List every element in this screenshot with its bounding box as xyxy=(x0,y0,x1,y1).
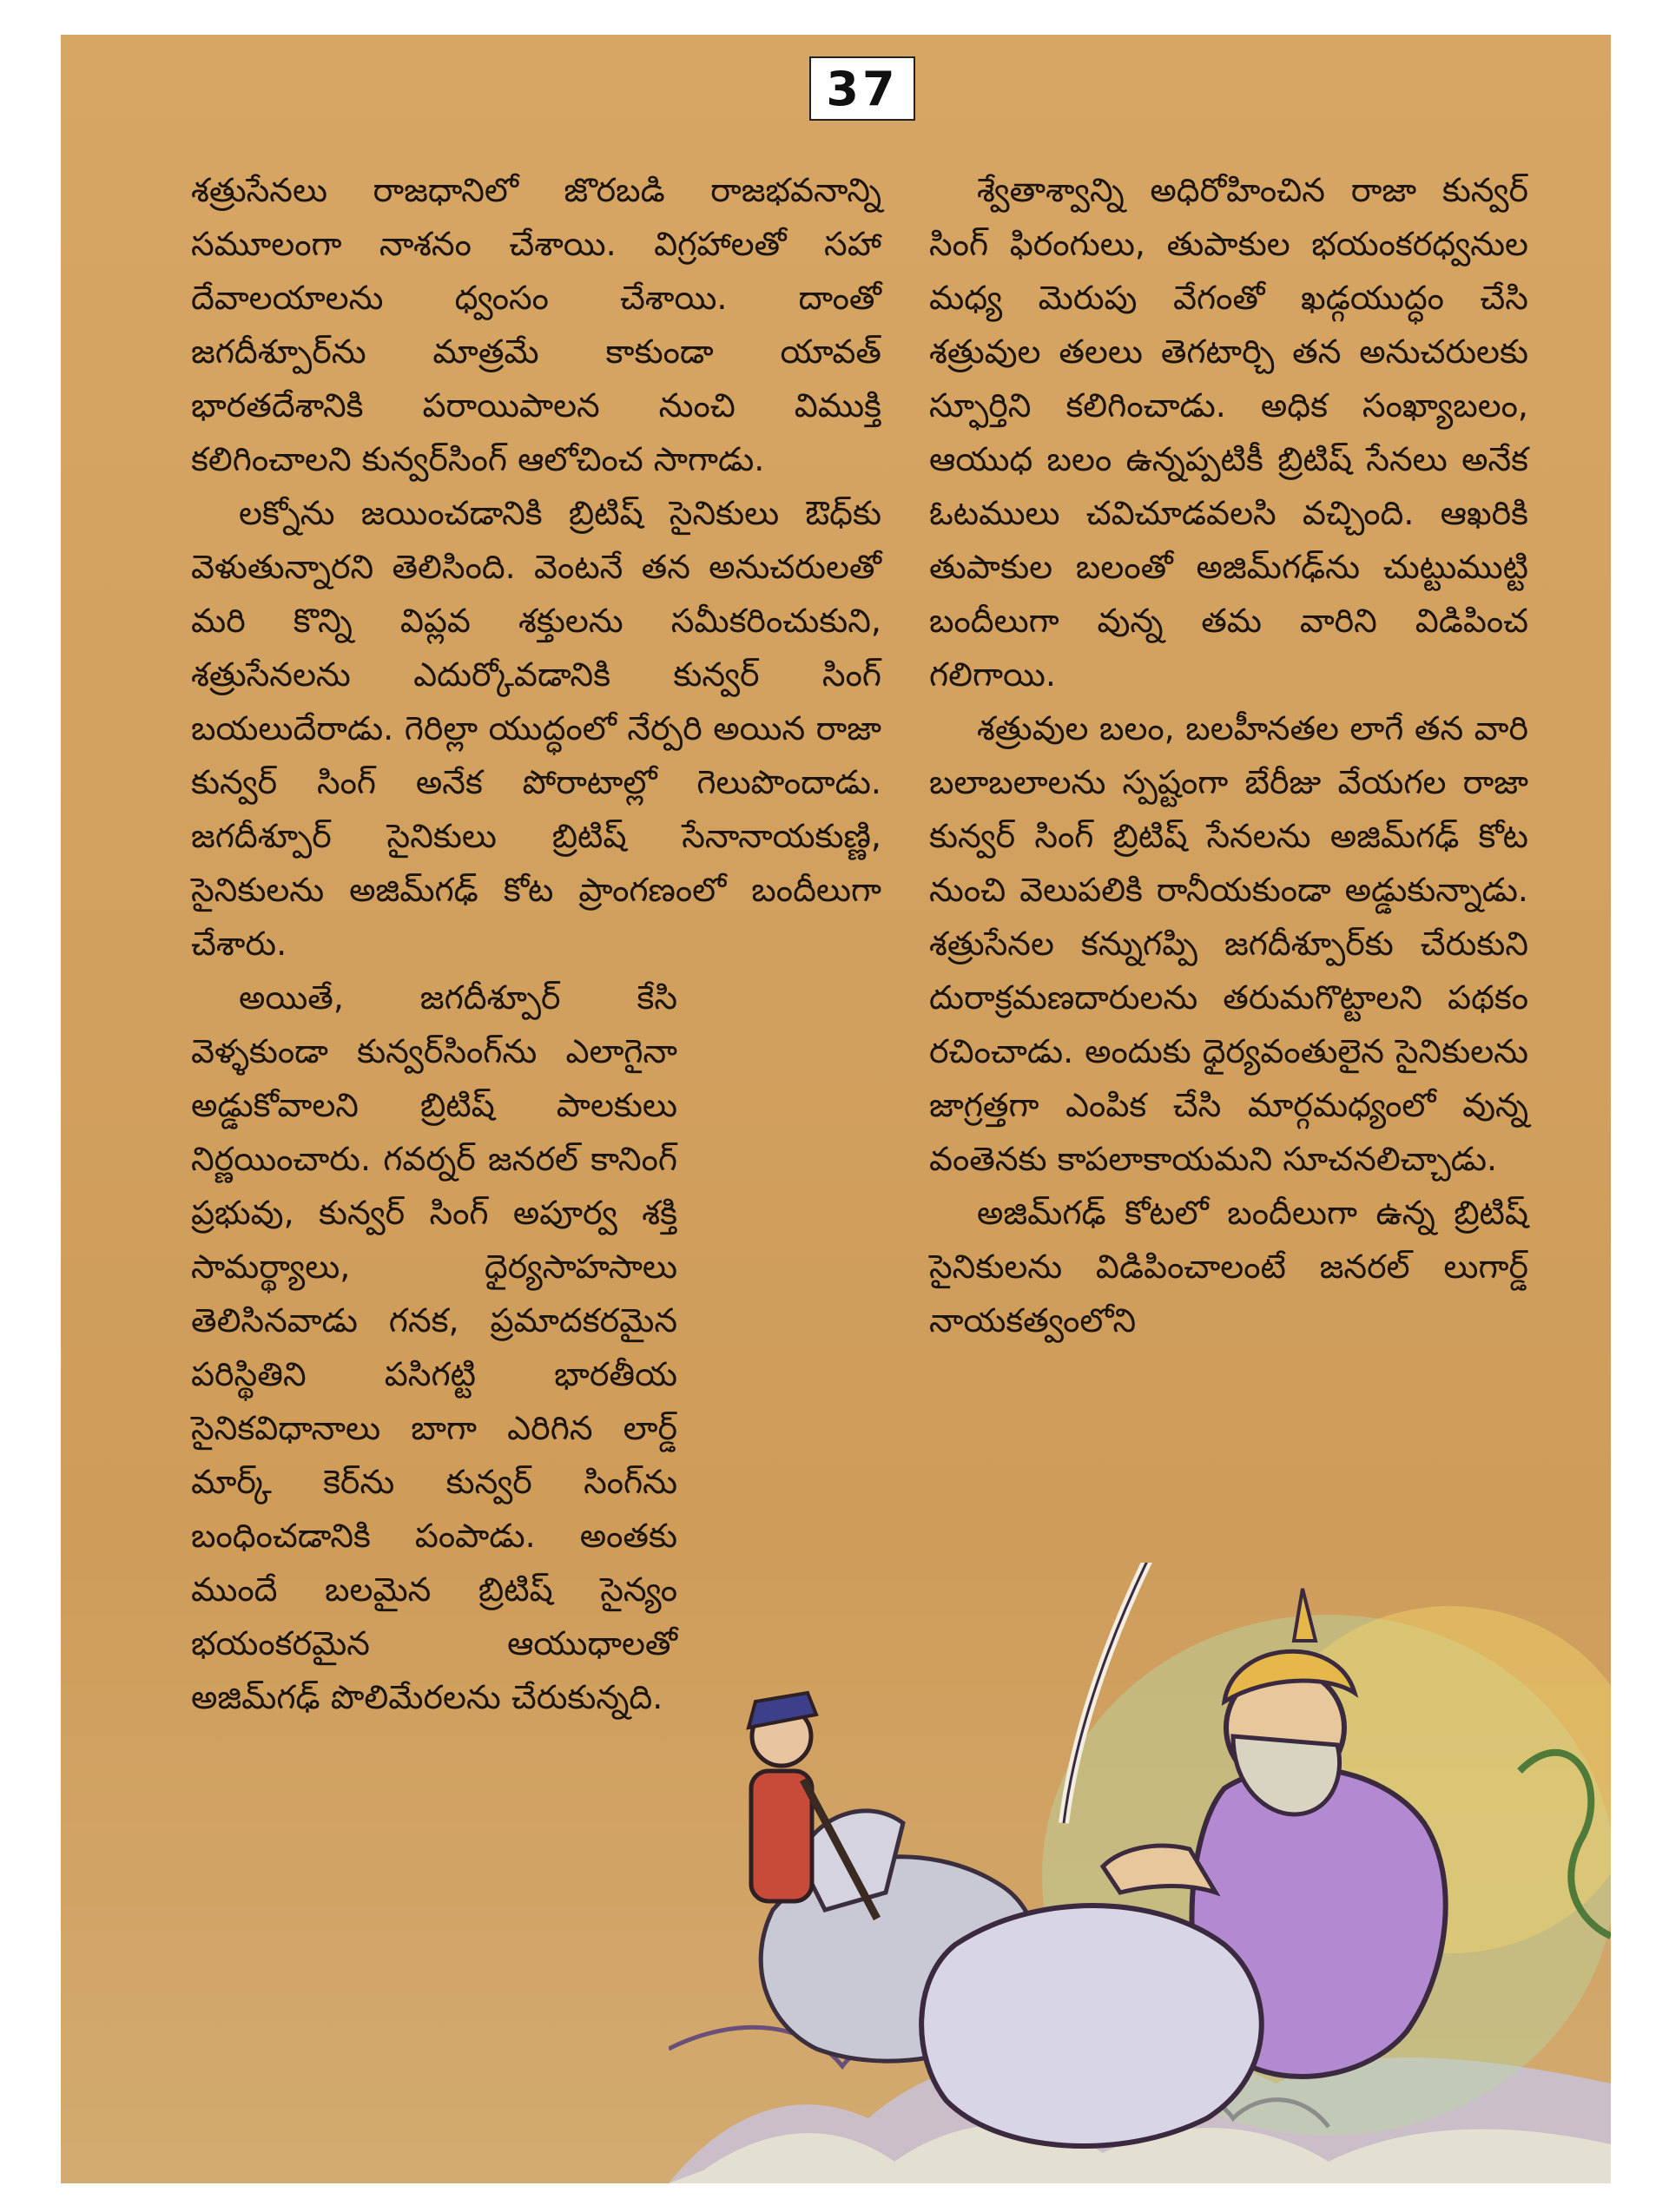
page-number: 37 xyxy=(826,61,899,116)
page-number-box xyxy=(809,56,915,121)
left-paragraph-3: అయితే, జగదీశ్పూర్ కేసి వెళ్ళకుండా కున్వర్‌సింగ్‌ను ఎలాగైనా అడ్డుకోవాలని బ్రిటిష్ పాలకులు నిర్ణయించారు. గవర్నర్ జనరల్ కానింగ్ ప్రభువు, కున్వర్ సింగ్ అపూర్వ శక్తి సామర్థ్యాలు, ధైర్యసాహసాలు తెలిసినవాడు గనక, ప్రమాదకరమైన పరిస్థితిని పసిగట్టి భారతీయ సైనికవిధానాలు బాగా ఎరిగిన లార్డ్ మార్క్ కెర్‌ను కున్వర్ సింగ్‌ను బంధించడానికి పంపాడు. అంతకు ముందే బలమైన బ్రిటిష్ సైన్యం భయంకరమైన ఆయుధాలతో అజిమ్‌గఢ్ పొలిమేరలను చేరుకున్నది. xyxy=(191,978,677,1716)
turban-plume-shape xyxy=(1294,1589,1316,1641)
left-paragraph-2: లక్నోను జయించడానికి బ్రిటిష్ సైనికులు ఔధ్‌కు వెళుతున్నారని తెలిసింది. వెంటనే తన అనుచరులతో మరి కొన్ని విప్లవ శక్తులను సమీకరించుకుని, శత్రుసేనలను ఎదుర్కోవడానికి కున్వర్ సింగ్ బయలుదేరాడు. గెరిల్లా యుద్ధంలో నేర్పరి అయిన రాజా కున్వర్ సింగ్ అనేక పోరాటాల్లో గెలుపొందాడు. జగదీశ్పూర్ సైనికులు బ్రిటిష్ సేనానాయకుణ్ణి, సైనికులను అజిమ్‌గఢ్ కోట ప్రాంగణంలో బందీలుగా చేశారు. xyxy=(191,494,881,963)
right-paragraph-1: శ్వేతాశ్వాన్ని అధిరోహించిన రాజా కున్వర్ సింగ్ ఫిరంగులు, తుపాకుల భయంకరధ్వనుల మధ్య మెరుపు వేగంతో ఖడ్గయుద్ధం చేసి శత్రువుల తలలు తెగటార్చి తన అనుచరులకు స్ఫూర్తిని కలిగించాడు. అధిక సంఖ్యాబలం, ఆయుధ బలం ఉన్నప్పటికీ బ్రిటిష్ సేనలు అనేక ఓటములు చవిచూడవలసి వచ్చింది. ఆఖరికి తుపాకుల బలంతో అజిమ్‌గఢ్‌ను చుట్టుముట్టి బందీలుగా వున్న తమ వారిని విడిపించ గలిగాయి. xyxy=(929,171,1528,694)
white-horse-shape xyxy=(921,1906,1262,2146)
battle-illustration xyxy=(669,1563,1611,2183)
left-column xyxy=(191,163,881,1724)
right-paragraph-2: శత్రువుల బలం, బలహీనతల లాగే తన వారి బలాబలాలను స్పష్టంగా బేరీజు వేయగల రాజా కున్వర్ సింగ్ బ్రిటిష్ సేనలను అజిమ్‌గఢ్ కోట నుంచి వెలుపలికి రానీయకుండా అడ్డుకున్నాడు. శత్రుసేనల కన్నుగప్పి జగదీశ్పూర్‌కు చేరుకుని దురాక్రమణదారులను తరుమగొట్టాలని పథకం రచించాడు. అందుకు ధైర్యవంతులైన సైనికులను జాగ్రత్తగా ఎంపిక చేసి మార్గమధ్యంలో వున్న వంతెనకు కాపలాకాయమని సూచనలిచ్చాడు. xyxy=(929,709,1528,1178)
book-page xyxy=(61,35,1611,2183)
right-column xyxy=(929,163,1528,1347)
soldier-body-shape xyxy=(751,1771,812,1901)
left-paragraph-1: శత్రుసేనలు రాజధానిలో జొరబడి రాజభవనాన్ని సమూలంగా నాశనం చేశాయి. విగ్రహాలతో సహా దేవాలయాలను ధ్వంసం చేశాయి. దాంతో జగదీశ్పూర్‌ను మాత్రమే కాకుండా యావత్ భారతదేశానికి పరాయిపాలన నుంచి విముక్తి కలిగించాలని కున్వర్‌సింగ్ ఆలోచించ సాగాడు. xyxy=(191,171,881,478)
right-paragraph-3: అజిమ్‌గఢ్ కోటలో బందీలుగా ఉన్న బ్రిటిష్ సైనికులను విడిపించాలంటే జనరల్ లుగార్డ్ నాయకత్వంలోని xyxy=(929,1194,1528,1340)
